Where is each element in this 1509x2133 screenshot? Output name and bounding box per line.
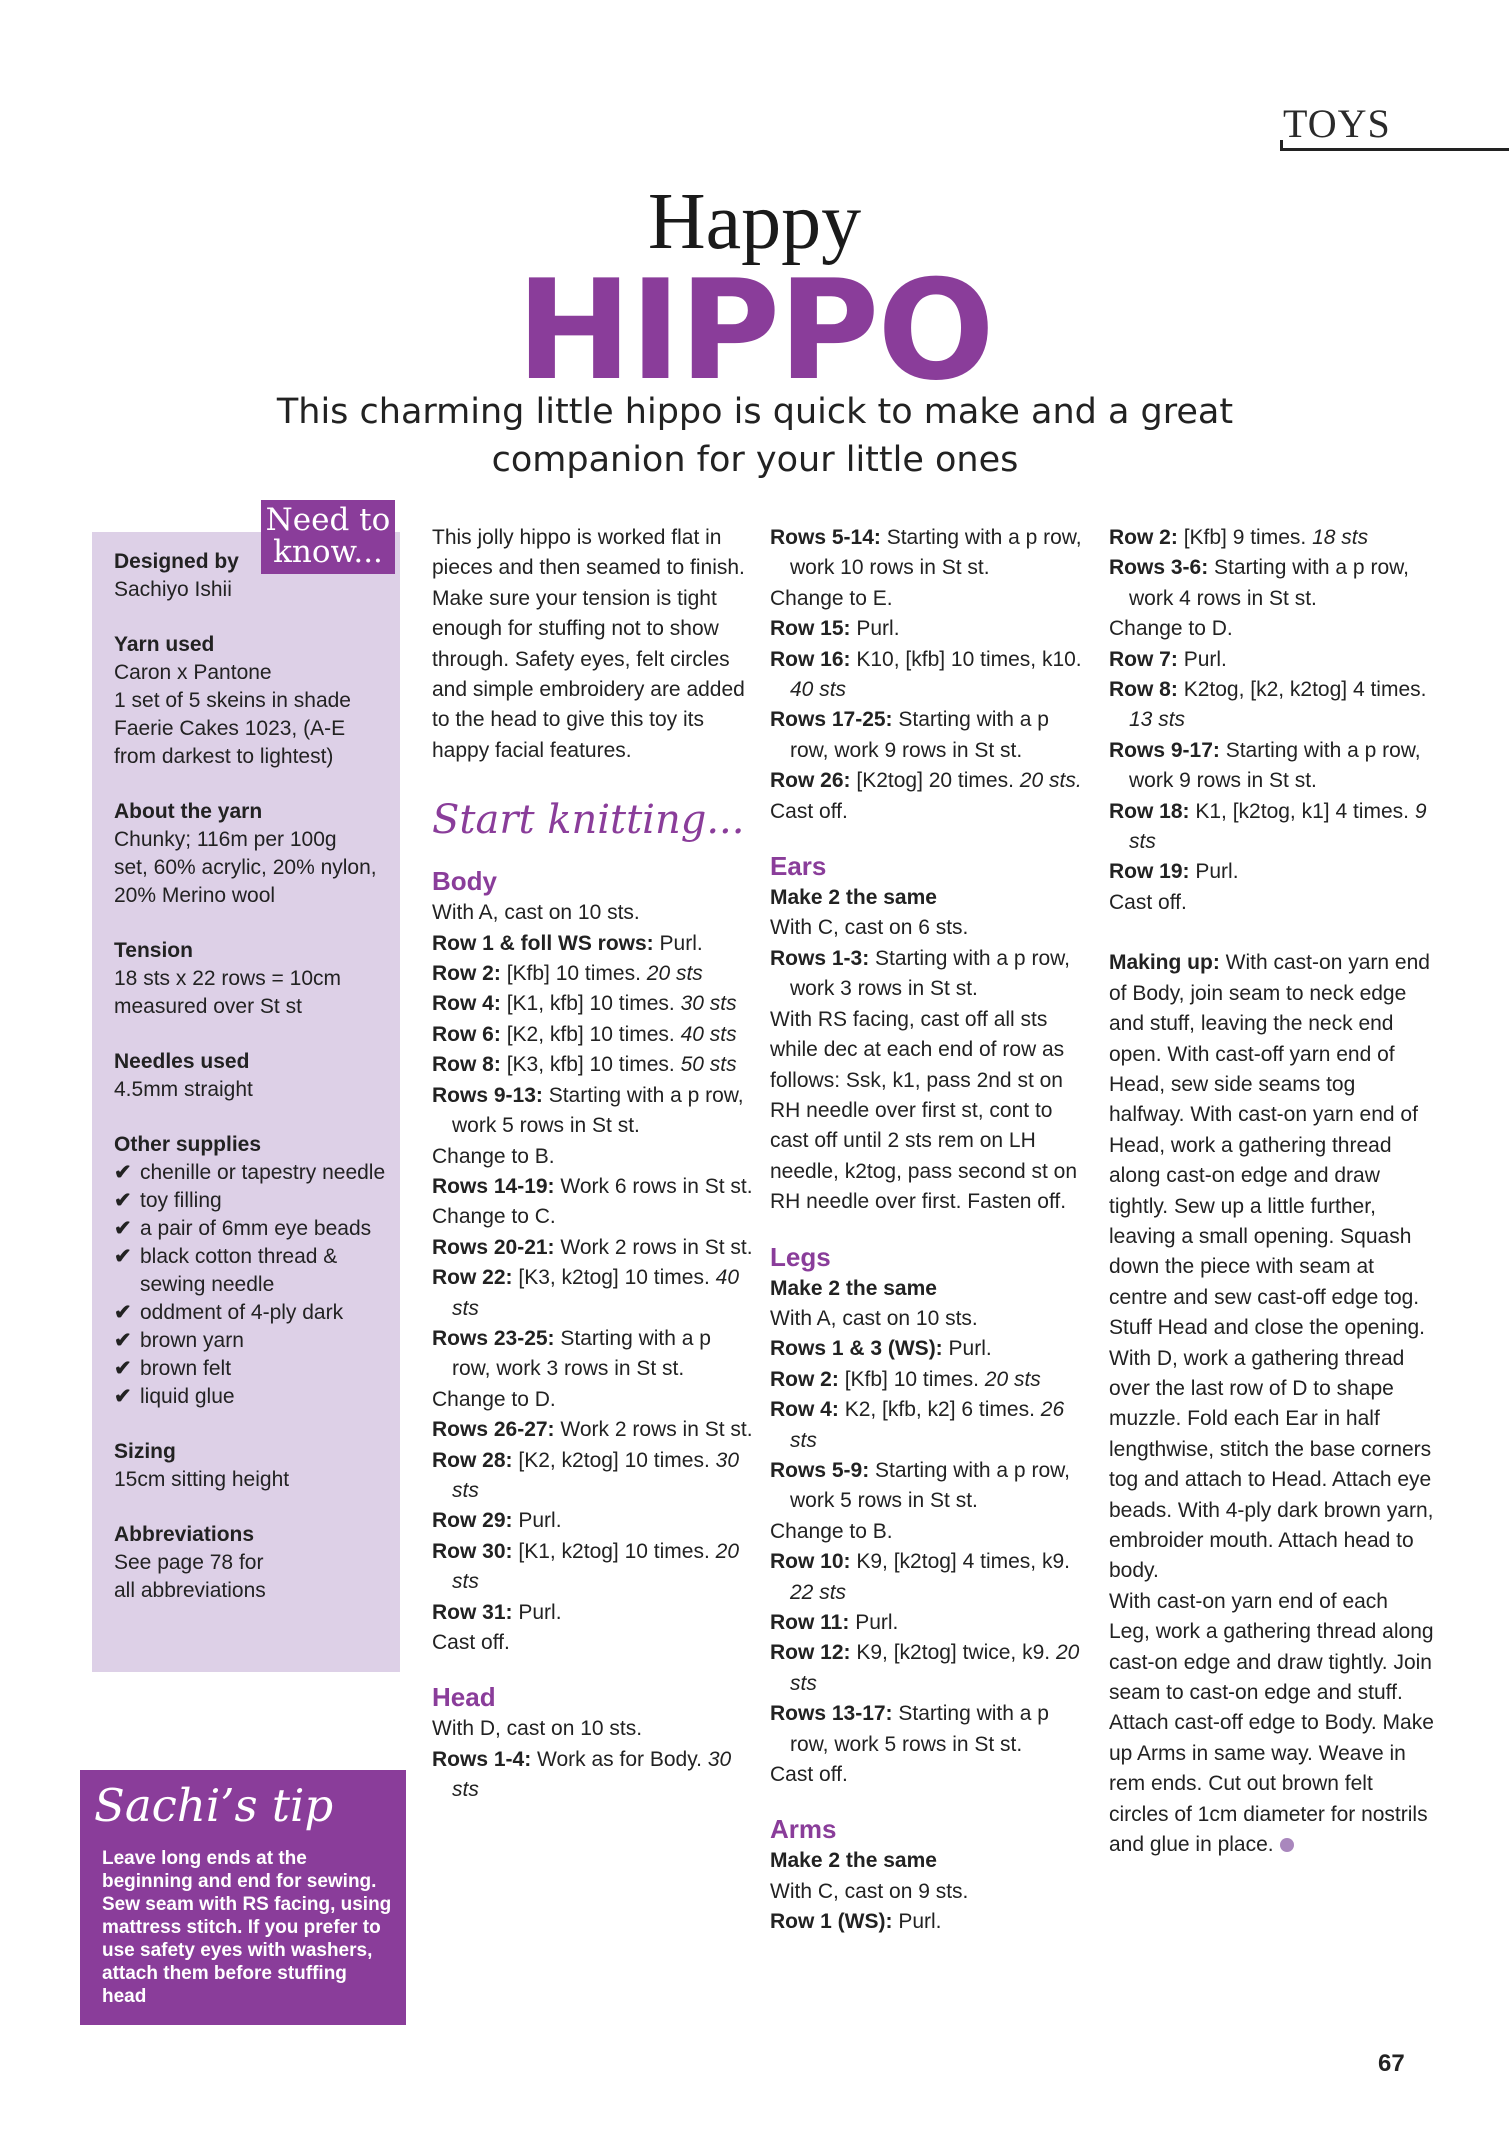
tip-title: Sachi’s tip <box>94 1779 334 1832</box>
need-to-know-content <box>114 548 394 1632</box>
pattern-column-1 <box>432 523 754 1806</box>
legs-row: Rows 1 & 3 (WS): Purl. <box>770 1337 992 1361</box>
check-icon: ✔ <box>114 1217 132 1240</box>
head-row: Row 26: [K2tog] 20 times. 20 sts. <box>770 769 1082 793</box>
check-icon: ✔ <box>114 1189 132 1212</box>
legs-colour-change: Change to B. <box>770 1519 893 1543</box>
head-row: Rows 5-14: Starting with a p row, work 10 rows in St st. <box>770 526 1082 580</box>
body-row: Row 8: [K3, kfb] 10 times. 50 sts <box>432 1053 737 1077</box>
legs-row: Row 10: K9, [k2tog] 4 times, k9. 22 sts <box>770 1550 1070 1604</box>
supply-item: ✔ black cotton thread & sewing needle <box>114 1245 338 1296</box>
check-icon: ✔ <box>114 1161 132 1184</box>
arms-row: Row 7: Purl. <box>1109 647 1227 671</box>
abbreviations-line: See page 78 for <box>114 1551 264 1574</box>
need-to-know-label: Need to know... <box>261 500 395 574</box>
check-icon: ✔ <box>114 1357 132 1380</box>
head-cast-off: Cast off. <box>770 799 848 823</box>
body-row: Row 28: [K2, k2tog] 10 times. 30 sts <box>432 1448 739 1502</box>
supply-item: ✔ brown felt <box>114 1355 394 1383</box>
arms-row: Row 19: Purl. <box>1109 860 1239 884</box>
supply-item: ✔ oddment of 4-ply dark <box>114 1299 394 1327</box>
title-hippo: HIPPO <box>516 250 993 411</box>
pattern-column-3 <box>1109 523 1434 1860</box>
head-cast-on: With D, cast on 10 sts. <box>432 1717 643 1741</box>
tension-section <box>114 937 394 1021</box>
start-knitting-heading: Start knitting... <box>432 797 745 844</box>
arms-colour-change: Change to D. <box>1109 617 1233 641</box>
designed-by-heading: Designed by <box>114 550 239 573</box>
yarn-used-line: from darkest to lightest) <box>114 745 334 768</box>
other-supplies-section <box>114 1131 394 1411</box>
about-yarn-line: 20% Merino wool <box>114 884 276 907</box>
check-icon: ✔ <box>114 1301 132 1324</box>
pattern-column-2 <box>770 523 1092 1938</box>
body-heading: Body <box>432 866 497 897</box>
body-row: Rows 26-27: Work 2 rows in St st. <box>432 1418 753 1442</box>
ears-instructions: With RS facing, cast off all sts while dec at each end of row as follows: Ssk, k1, pass 2nd st on RH needle over first st, cont to cast off until 2 sts rem on LH needle, k2tog, pass second st on RH needle over first. Fasten off. <box>770 1007 1078 1214</box>
arms-row: Row 1 (WS): Purl. <box>770 1910 942 1934</box>
page-number: 67 <box>1378 2050 1405 2077</box>
body-row: Row 31: Purl. <box>432 1600 562 1624</box>
supply-item: ✔ brown yarn <box>114 1327 394 1355</box>
arms-heading: Arms <box>770 1814 837 1845</box>
body-row: Row 22: [K3, k2tog] 10 times. 40 sts <box>432 1266 739 1320</box>
body-row: Row 30: [K1, k2tog] 10 times. 20 sts <box>432 1539 739 1594</box>
making-up-label: Making up: <box>1109 951 1220 975</box>
arms-cast-on: With C, cast on 9 sts. <box>770 1879 969 1903</box>
needles-line: 4.5mm straight <box>114 1078 253 1101</box>
ears-cast-on: With C, cast on 6 sts. <box>770 916 969 940</box>
body-cast-on: With A, cast on 10 sts. <box>432 901 640 925</box>
yarn-used-section <box>114 631 394 771</box>
ears-row: Rows 1-3: Starting with a p row, work 3 rows in St st. <box>770 946 1070 1001</box>
section-tag: TOYS <box>1283 101 1391 146</box>
about-yarn-line: Chunky; 116m per 100g <box>114 828 337 851</box>
making-up-paragraph: Making up: With cast-on yarn end of Body, join seam to neck edge and stuff, leaving the neck end open. With cast-off yarn end of Head, sew side seams tog halfway. With cast-on yarn end of Head, work a gathering thread along cast-on edge and draw tightly. Sew up a little further, leaving a small opening. Squash down the piece with seam at centre and sew cast-off edge tog. Stuff Head and close the opening. With D, work a gathering thread over the last row of D to shape muzzle. Fold each Ear in half lengthwise, stitch the base corners tog and attach to Head. Attach eye beads. With 4-ply dark brown yarn, embroider mouth. Attach head to body. <box>1109 951 1434 1583</box>
body-row: Row 29: Purl. <box>432 1509 562 1533</box>
head-row: Rows 1-4: Work as for Body. 30 sts <box>432 1747 732 1802</box>
body-row: Row 4: [K1, kfb] 10 times. 30 sts <box>432 992 737 1016</box>
check-icon: ✔ <box>114 1385 132 1408</box>
intro-paragraph: This jolly hippo is worked flat in pieces and then seamed to finish. Make sure your tension is tight enough for stuffing not to show through. Safety eyes, felt circles and simple embroidery are added to the head to give this toy its happy facial features. <box>432 526 745 762</box>
supply-item: ✔ liquid glue <box>114 1383 394 1411</box>
head-colour-change: Change to E. <box>770 586 893 610</box>
sizing-section <box>114 1438 394 1494</box>
legs-row: Rows 5-9: Starting with a p row, work 5 rows in St st. <box>770 1458 1070 1513</box>
arms-row: Row 8: K2tog, [k2, k2tog] 4 times. 13 sts <box>1109 678 1427 732</box>
arms-row: Rows 9-17: Starting with a p row, work 9 rows in St st. <box>1109 738 1421 793</box>
sizing-heading: Sizing <box>114 1440 176 1463</box>
yarn-used-line: 1 set of 5 skeins in shade <box>114 689 351 712</box>
tension-line: 18 sts x 22 rows = 10cm <box>114 967 342 990</box>
legs-row: Row 12: K9, [k2tog] twice, k9. 20 sts <box>770 1641 1080 1695</box>
legs-row: Row 4: K2, [kfb, k2] 6 times. 26 sts <box>770 1398 1065 1452</box>
standfirst: This charming little hippo is quick to make and a great companion for your little ones <box>276 392 1234 480</box>
abbreviations-line: all abbreviations <box>114 1579 266 1602</box>
legs-cast-on: With A, cast on 10 sts. <box>770 1306 978 1330</box>
supply-item: ✔ chenille or tapestry needle <box>114 1159 394 1187</box>
sizing-line: 15cm sitting height <box>114 1468 290 1491</box>
body-colour-change: Change to C. <box>432 1205 556 1229</box>
check-icon: ✔ <box>114 1245 132 1268</box>
designed-by-section <box>114 548 394 604</box>
check-icon: ✔ <box>114 1329 132 1352</box>
legs-row: Row 2: [Kfb] 10 times. 20 sts <box>770 1367 1041 1391</box>
yarn-used-heading: Yarn used <box>114 633 215 656</box>
body-row: Rows 9-13: Starting with a p row, work 5 rows in St st. <box>432 1083 744 1138</box>
legs-row: Rows 13-17: Starting with a p row, work 5 rows in St st. <box>770 1702 1049 1756</box>
arms-cast-off: Cast off. <box>1109 890 1187 914</box>
needles-heading: Needles used <box>114 1050 250 1073</box>
body-cast-off: Cast off. <box>432 1631 510 1654</box>
ears-heading: Ears <box>770 851 827 882</box>
head-row: Rows 17-25: Starting with a p row, work 9 rows in St st. <box>770 708 1049 762</box>
designer-tip-box <box>80 1770 406 2025</box>
head-heading: Head <box>432 1682 496 1713</box>
legs-cast-off: Cast off. <box>770 1763 848 1787</box>
arms-make-note: Make 2 the same <box>770 1849 937 1873</box>
tension-heading: Tension <box>114 939 193 962</box>
designer-name: Sachiyo Ishii <box>114 578 232 601</box>
other-supplies-heading: Other supplies <box>114 1133 262 1156</box>
about-yarn-line: set, 60% acrylic, 20% nylon, <box>114 856 377 879</box>
about-yarn-section <box>114 798 394 910</box>
abbreviations-section <box>114 1521 394 1605</box>
arms-row: Row 18: K1, [k2tog, k1] 4 times. 9 sts <box>1109 799 1427 854</box>
spacer <box>1109 918 1434 948</box>
making-up-paragraph-2: With cast-on yarn end of each Leg, work a gathering thread along cast-on edge and draw tightly. Join seam to cast-on edge and stuff. Attach cast-off edge to Body. Make up Arms in same way. Weave in rem ends. Cut out brown felt circles of 1cm diameter for nostrils and glue in place. <box>1109 1589 1434 1857</box>
tension-line: measured over St st <box>114 995 302 1018</box>
head-row: Row 16: K10, [kfb] 10 times, k10. 40 sts <box>770 647 1082 702</box>
supply-item: ✔ toy filling <box>114 1187 394 1215</box>
head-row: Row 15: Purl. <box>770 617 900 641</box>
arms-row: Rows 3-6: Starting with a p row, work 4 rows in St st. <box>1109 556 1409 610</box>
body-colour-change: Change to D. <box>432 1387 556 1411</box>
body-row: Row 1 & foll WS rows: Purl. <box>432 931 703 955</box>
yarn-ball-end-icon <box>1280 1838 1294 1852</box>
legs-row: Row 11: Purl. <box>770 1611 899 1634</box>
section-rule <box>1280 148 1509 151</box>
body-row: Rows 14-19: Work 6 rows in St st. <box>432 1174 753 1198</box>
yarn-used-line: Faerie Cakes 1023, (A-E <box>114 717 346 740</box>
yarn-used-line: Caron x Pantone <box>114 661 272 684</box>
body-row: Rows 20-21: Work 2 rows in St st. <box>432 1235 753 1259</box>
title-happy: Happy <box>647 178 862 266</box>
legs-heading: Legs <box>770 1241 831 1272</box>
body-row: Rows 23-25: Starting with a p row, work 3 rows in St st. <box>432 1326 711 1381</box>
about-yarn-heading: About the yarn <box>114 800 263 823</box>
body-row: Row 6: [K2, kfb] 10 times. 40 sts <box>432 1022 737 1046</box>
needles-section <box>114 1048 394 1104</box>
supplies-list <box>114 1159 394 1411</box>
ears-make-note: Make 2 the same <box>770 886 937 910</box>
legs-make-note: Make 2 the same <box>770 1276 937 1300</box>
supply-item: ✔ a pair of 6mm eye beads <box>114 1215 394 1243</box>
tip-text: Leave long ends at the beginning and end for sewing. Sew seam with RS facing, using mattress stitch. If you prefer to use safety eyes with washers, attach them before stuffing head <box>102 1848 392 2007</box>
body-colour-change: Change to B. <box>432 1144 555 1168</box>
arms-row: Row 2: [Kfb] 9 times. 18 sts <box>1109 526 1369 549</box>
body-row: Row 2: [Kfb] 10 times. 20 sts <box>432 962 703 986</box>
abbreviations-heading: Abbreviations <box>114 1523 255 1546</box>
